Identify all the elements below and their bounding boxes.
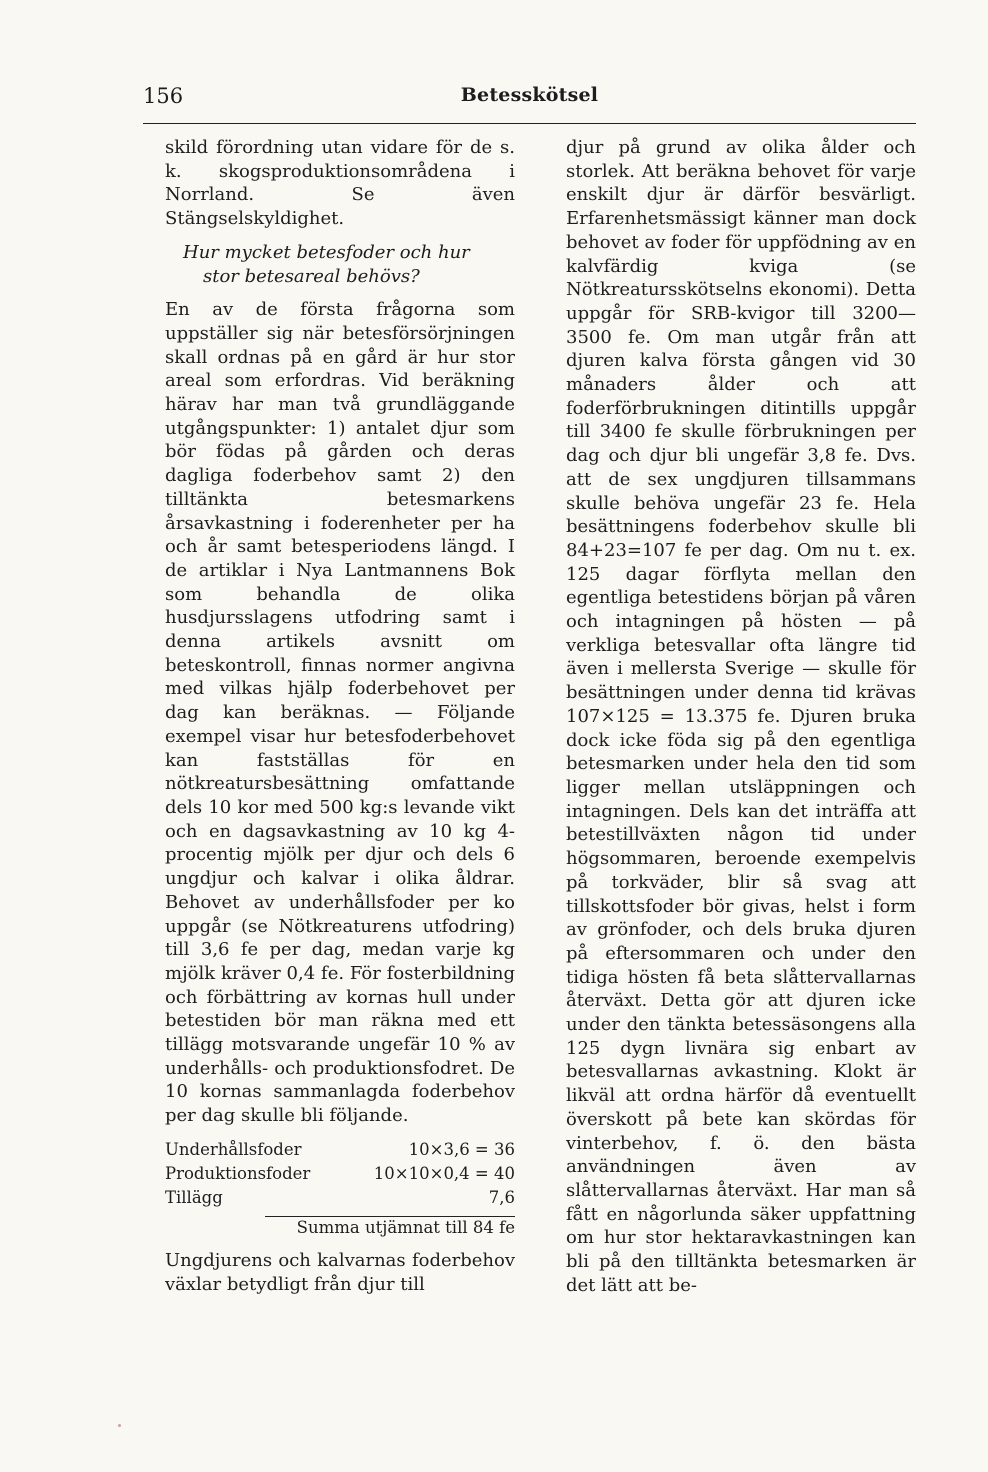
paper-speck	[118, 1424, 121, 1427]
feed-row-label: Underhållsfoder	[165, 1139, 302, 1159]
subheading-line-1: Hur mycket betesfoder och hur	[183, 241, 470, 263]
subheading-line-2: stor betesareal behövs?	[203, 265, 420, 287]
left-column	[165, 136, 515, 1296]
header-rule	[143, 123, 916, 124]
running-title: Betesskötsel	[460, 84, 599, 106]
feed-row-value: 7,6	[488, 1187, 515, 1207]
feed-row-label: Produktionsfoder	[165, 1163, 311, 1183]
page-header	[143, 84, 916, 124]
left-paragraph-2: En av de första frågorna som uppställer sig när betesförsörjningen skall ordnas på en gård är hur stor areal som erfordras. Vid beräkning härav har man två grundläggande utgångspunkter: 1) antalet djur som bör födas på gården och deras dagliga foderbehov samt 2) den tilltänkta betesmarkens årsavkastning i foderenheter per ha och år samt betesperiodens längd. I de artiklar i Nya Lantmannens Bok som behandla de olika husdjursslagens utfodring samt i denna artikels avsnitt om beteskontroll, finnas normer angivna med vilkas hjälp foderbehovet per dag kan beräknas. — Följande exempel visar hur betesfoderbehovet kan fastställas för en nötkreatursbesättning omfattande dels 10 kor med 500 kg:s levande vikt och en dagsavkastning av 10 kg 4-procentig mjölk per djur och dels 6 ungdjur och kalvar i olika åldrar. Behovet av underhållsfoder per ko uppgår (se Nötkreaturens utfodring) till 3,6 fe per dag, medan varje kg mjölk kräver 0,4 fe. För fosterbildning och förbättring av kornas hull under betestiden bör man räkna med ett tillägg motsvarande ungefär 10 % av underhålls- och produktionsfodret. De 10 kornas sammanlagda foderbehov per dag skulle bli följande.	[165, 299, 515, 1127]
left-paragraph-3: Ungdjurens och kalvarnas foderbehov växlar betydligt från djur till	[165, 1249, 515, 1295]
page-number: 156	[143, 84, 184, 108]
right-paragraph-1: djur på grund av olika ålder och storlek. Att beräkna behovet för varje enskilt djur är därför besvärligt. Erfarenhetsmässigt känner man dock behovet av foder för uppfödning av en kalvfärdig kviga (se Nötkreatursskötselns ekonomi). Detta uppgår för SRB-kvigor till 3200—3500 fe. Om man utgår från att djuren kalva första gången vid 30 månaders ålder och att foderförbrukningen ditintills uppgår till 3400 fe skulle förbrukningen per dag och djur bli ungefär 3,8 fe. Dvs. att de sex ungdjuren tillsammans skulle behöva ungefär 23 fe. Hela besättningens foderbehov skulle bli 84+23=107 fe per dag. Om nu t. ex. 125 dagar förflyta mellan den egentliga betestidens början på våren och intagningen på hösten — på verkliga betesvallar ofta längre tid även i mellersta Sverige — skulle för besättningen under denna tid krävas 107×125 = 13.375 fe. Djuren bruka dock icke föda sig på den egentliga betesmarken under hela den tid som ligger mellan utsläppningen och intagningen. Dels kan det inträffa att betestillväxten någon tid under högsommaren, beroende exempelvis på torkväder, blir så svag att tillskottsfoder bör givas, helst i form av grönfoder, och dels bruka djuren på eftersommaren och under den tidiga hösten få beta slåttervallarnas återväxt. Detta gör att djuren icke under den tänkta betessäsongens alla 125 dygn livnära sig enbart av betesvallarnas avkastning. Klokt är likväl att ordna härför då eventuellt överskott på bete kan skördas för vinterbehov, f. ö. den bästa användningen även av slåttervallarnas återväxt. Har man så fått en någorlunda säker uppfattning om hur stor hektaravkastningen kan bli på den tilltänkta betesmarken är det lätt att be-	[566, 137, 916, 1296]
feed-row-value: 10×10×0,4 = 40	[373, 1163, 515, 1183]
feed-table	[165, 1138, 515, 1239]
right-column	[566, 136, 916, 1297]
feed-table-summary: Summa utjämnat till 84 fe	[296, 1217, 515, 1237]
feed-row-value: 10×3,6 = 36	[408, 1139, 515, 1159]
section-subheading	[183, 241, 515, 288]
left-paragraph-1: skild förordning utan vidare för de s. k. skogsproduktionsområdena i Norrland. Se även Stängselskyldighet.	[165, 137, 515, 230]
feed-table-row	[165, 1186, 515, 1210]
feed-row-label: Tillägg	[165, 1187, 223, 1207]
feed-table-row	[165, 1162, 515, 1186]
feed-table-row	[165, 1138, 515, 1162]
